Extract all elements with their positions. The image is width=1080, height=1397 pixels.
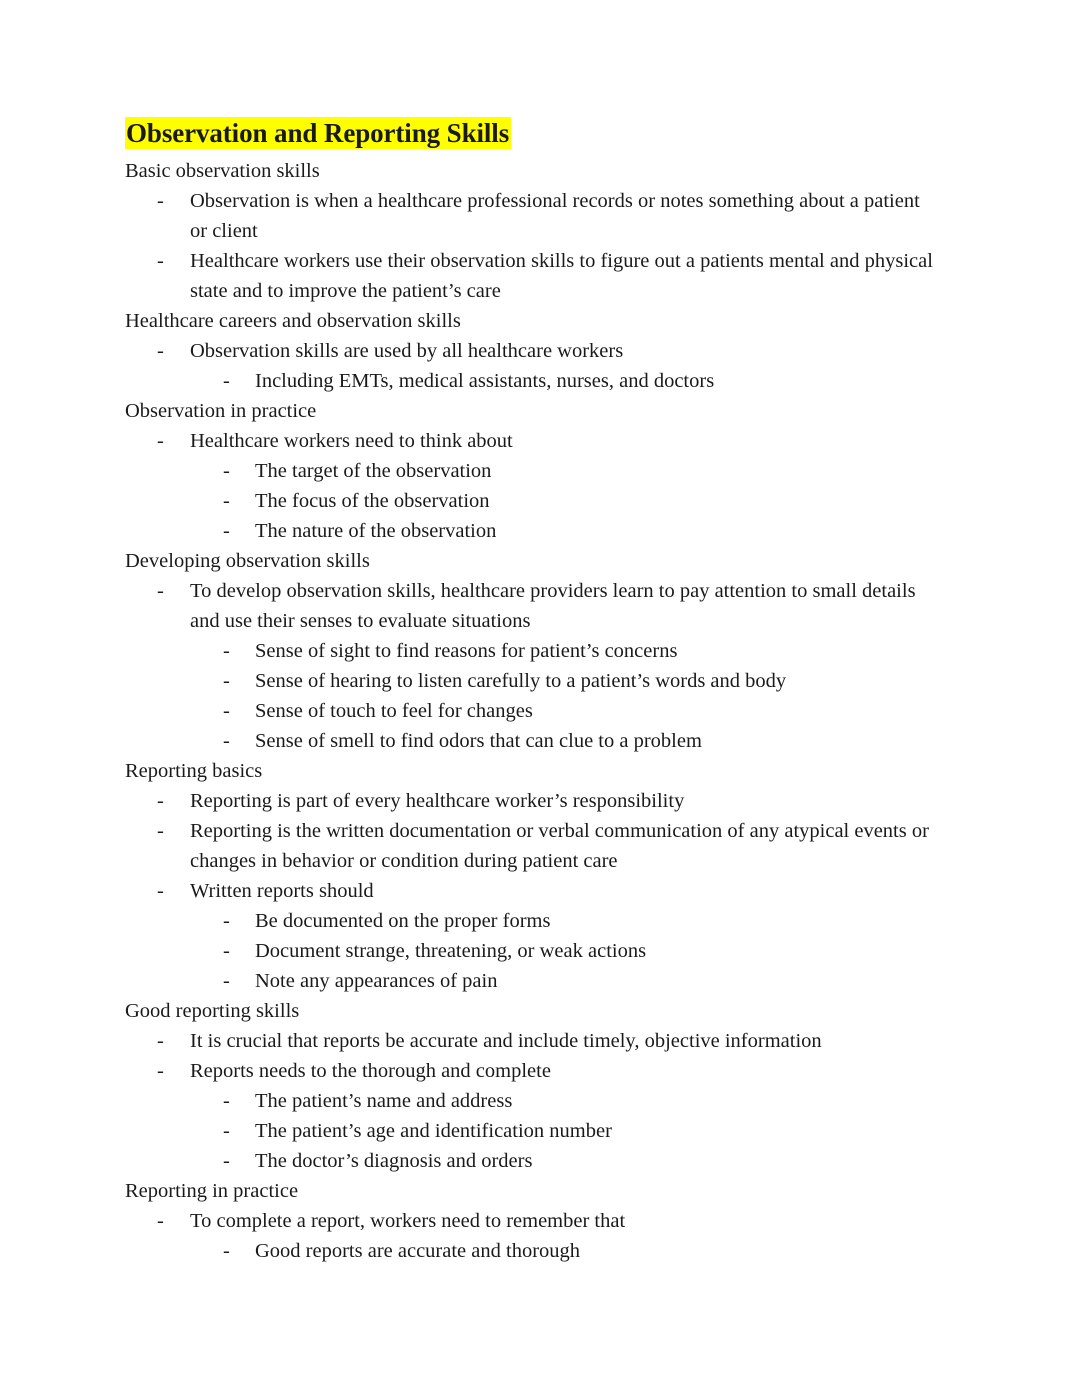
bullet-dash-icon: - xyxy=(223,519,230,542)
outline-item-text: Good reporting skills xyxy=(125,999,300,1022)
outline-item-text: Healthcare workers need to think about xyxy=(190,429,513,452)
page-title xyxy=(125,118,940,150)
outline-item-level-2 xyxy=(125,726,940,756)
bullet-dash-icon: - xyxy=(223,1239,230,1262)
bullet-dash-icon: - xyxy=(157,1209,164,1232)
outline-item-level-0 xyxy=(125,996,920,1026)
outline-item-text: Note any appearances of pain xyxy=(255,969,498,992)
bullet-dash-icon: - xyxy=(223,639,230,662)
bullet-dash-icon: - xyxy=(157,189,164,212)
outline-item-level-1 xyxy=(125,786,940,816)
outline-item-text: Reporting basics xyxy=(125,759,263,782)
outline-item-text: The target of the observation xyxy=(255,459,492,482)
bullet-dash-icon: - xyxy=(223,489,230,512)
bullet-dash-icon: - xyxy=(223,939,230,962)
outline-item-text: Be documented on the proper forms xyxy=(255,909,551,932)
outline-item-text: Sense of touch to feel for changes xyxy=(255,699,533,722)
outline-item-level-1 xyxy=(125,576,940,636)
bullet-dash-icon: - xyxy=(157,249,164,272)
outline-item-level-1 xyxy=(125,816,940,876)
outline-item-text: To develop observation skills, healthcare providers learn to pay attention to small details and use their senses to evaluate situations xyxy=(190,579,916,632)
bullet-dash-icon: - xyxy=(223,1089,230,1112)
outline-item-level-1 xyxy=(125,1056,940,1086)
outline-item-text: Reporting in practice xyxy=(125,1179,299,1202)
outline-item-level-2 xyxy=(125,486,940,516)
outline-item-level-1 xyxy=(125,186,940,246)
outline-item-text: Sense of hearing to listen carefully to a patient’s words and body xyxy=(255,669,787,692)
outline-item-level-2 xyxy=(125,936,940,966)
bullet-dash-icon: - xyxy=(157,429,164,452)
bullet-dash-icon: - xyxy=(223,1149,230,1172)
outline-item-level-1 xyxy=(125,1206,940,1236)
outline-item-level-2 xyxy=(125,516,940,546)
outline-item-level-2 xyxy=(125,1146,940,1176)
outline-item-text: Sense of sight to find reasons for patient’s concerns xyxy=(255,639,678,662)
bullet-dash-icon: - xyxy=(223,369,230,392)
outline-item-text: The nature of the observation xyxy=(255,519,497,542)
outline-item-text: Reporting is part of every healthcare worker’s responsibility xyxy=(190,789,685,812)
bullet-dash-icon: - xyxy=(223,669,230,692)
outline-item-level-2 xyxy=(125,666,940,696)
outline-item-level-0 xyxy=(125,546,920,576)
outline-item-level-2 xyxy=(125,1236,940,1266)
bullet-dash-icon: - xyxy=(223,729,230,752)
outline-item-level-2 xyxy=(125,696,940,726)
outline-item-text: Developing observation skills xyxy=(125,549,370,572)
outline-item-text: Observation is when a healthcare professional records or notes something about a patient or client xyxy=(190,189,920,242)
bullet-dash-icon: - xyxy=(223,699,230,722)
outline-item-text: Healthcare workers use their observation skills to figure out a patients mental and physical state and to improve the patient’s care xyxy=(190,249,933,302)
bullet-dash-icon: - xyxy=(223,909,230,932)
outline-item-level-2 xyxy=(125,1086,940,1116)
outline-item-level-1 xyxy=(125,1026,940,1056)
outline-item-level-2 xyxy=(125,966,940,996)
bullet-dash-icon: - xyxy=(157,1059,164,1082)
outline-item-level-2 xyxy=(125,636,940,666)
outline-item-text: Basic observation skills xyxy=(125,159,320,182)
outline-item-text: The focus of the observation xyxy=(255,489,490,512)
bullet-dash-icon: - xyxy=(157,879,164,902)
outline-item-level-1 xyxy=(125,876,940,906)
outline-item-level-0 xyxy=(125,156,920,186)
outline-item-level-1 xyxy=(125,426,940,456)
outline-item-text: To complete a report, workers need to remember that xyxy=(190,1209,626,1232)
bullet-dash-icon: - xyxy=(157,789,164,812)
page-title-highlight: Observation and Reporting Skills xyxy=(126,118,510,148)
outline-item-text: Observation in practice xyxy=(125,399,317,422)
outline-item-text: Observation skills are used by all healthcare workers xyxy=(190,339,624,362)
outline-item-text: The patient’s name and address xyxy=(255,1089,513,1112)
outline-item-text: It is crucial that reports be accurate and include timely, objective information xyxy=(190,1029,822,1052)
outline-item-text: Including EMTs, medical assistants, nurses, and doctors xyxy=(255,369,715,392)
outline-item-level-2 xyxy=(125,1116,940,1146)
outline-item-text: The patient’s age and identification number xyxy=(255,1119,612,1142)
outline-item-text: Reporting is the written documentation or verbal communication of any atypical events or changes in behavior or condition during patient care xyxy=(190,819,929,872)
outline-item-level-2 xyxy=(125,906,940,936)
outline-item-level-2 xyxy=(125,456,940,486)
outline-item-text: Good reports are accurate and thorough xyxy=(255,1239,581,1262)
outline-item-text: Reports needs to the thorough and complete xyxy=(190,1059,551,1082)
outline-item-level-2 xyxy=(125,366,940,396)
bullet-dash-icon: - xyxy=(157,819,164,842)
outline-item-text: The doctor’s diagnosis and orders xyxy=(255,1149,533,1172)
bullet-dash-icon: - xyxy=(223,969,230,992)
outline-item-level-0 xyxy=(125,1176,920,1206)
outline-item-level-0 xyxy=(125,756,920,786)
outline-item-text: Sense of smell to find odors that can clue to a problem xyxy=(255,729,702,752)
outline-item-text: Healthcare careers and observation skills xyxy=(125,309,461,332)
bullet-dash-icon: - xyxy=(157,1029,164,1052)
bullet-dash-icon: - xyxy=(157,579,164,602)
bullet-dash-icon: - xyxy=(223,1119,230,1142)
outline-list xyxy=(125,156,940,1266)
outline-item-level-1 xyxy=(125,336,940,366)
bullet-dash-icon: - xyxy=(223,459,230,482)
outline-item-level-1 xyxy=(125,246,940,306)
outline-item-text: Document strange, threatening, or weak actions xyxy=(255,939,647,962)
outline-item-level-0 xyxy=(125,396,920,426)
outline-item-text: Written reports should xyxy=(190,879,374,902)
bullet-dash-icon: - xyxy=(157,339,164,362)
outline-item-level-0 xyxy=(125,306,920,336)
